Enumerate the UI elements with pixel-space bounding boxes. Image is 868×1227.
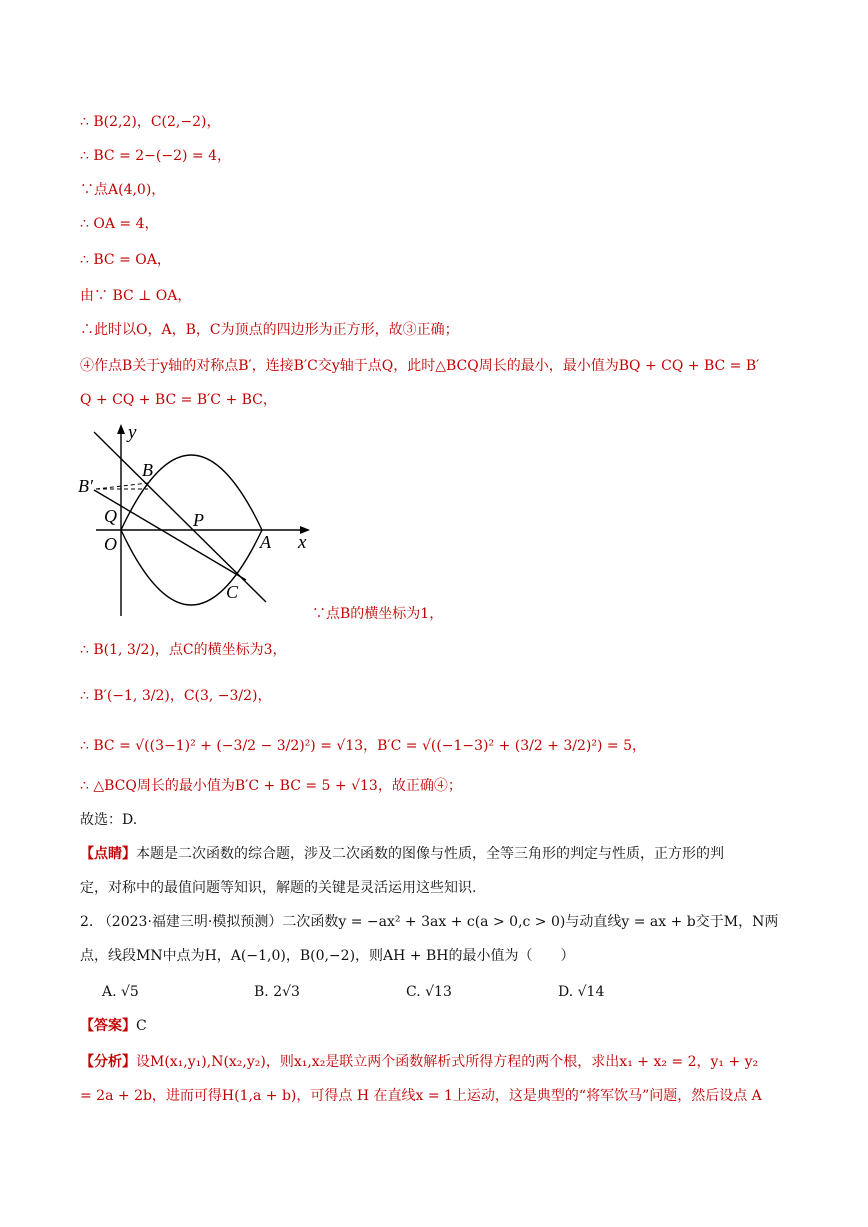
solution-line-8: ④作点B关于y轴的对称点B′，连接B′C交y轴于点Q，此时△BCQ周长的最小，最小值为BQ + CQ + BC = B′ [80, 358, 760, 374]
solution-line-7: ∴此时以O，A，B，C为顶点的四边形为正方形，故③正确； [80, 322, 459, 338]
analysis-tag: 【分析】 [80, 1054, 136, 1070]
label-b-prime: B′ [78, 476, 93, 496]
comment-line-2: 定，对称中的最值问题等知识，解题的关键是灵活运用这些知识. [80, 880, 477, 896]
dashed-b-prime-b-2 [96, 483, 148, 489]
option-d-value: √14 [577, 984, 605, 1000]
option-c [406, 982, 558, 1002]
solution-line-3: ∵点A(4,0)， [80, 182, 166, 198]
option-a-value: √5 [121, 984, 139, 1000]
options-row [102, 982, 710, 1002]
option-b [254, 982, 406, 1002]
solution-line-9: Q + CQ + BC = B′C + BC， [80, 392, 277, 408]
comment-line-1 [80, 844, 724, 864]
solution-line-b-coord: ∴ B(1, 3/2)，点C的横坐标为3， [80, 642, 287, 658]
problem-source: （2023·福建三明·模拟预测） [97, 914, 283, 930]
option-a-label: A. [102, 984, 117, 1000]
problem-2-line-2: 点，线段MN中点为H，A(−1,0)，B(0,−2)，则AH + BH的最小值为（ ） [80, 948, 575, 964]
solution-line-minimum: ∴ △BCQ周长的最小值为B′C + BC = 5 + √13，故正确④； [80, 778, 462, 794]
analysis-text-1: 设M(x₁,y₁),N(x₂,y₂)，则x₁,x₂是联立两个函数解析式所得方程的两个根，求出x₁ + x₂ = 2，y₁ + y₂ [136, 1054, 759, 1070]
answer-tag: 【答案】 [80, 1018, 136, 1034]
option-a [102, 982, 254, 1002]
solution-line-b-prime-c-coord: ∴ B′(−1, 3/2)，C(3, −3/2)， [80, 688, 272, 704]
comment-tag: 【点睛】 [80, 846, 136, 862]
analysis-line-1 [80, 1052, 758, 1072]
label-p: P [193, 510, 204, 530]
solution-line-6: 由∵ BC ⊥ OA， [80, 288, 192, 304]
label-q: Q [104, 506, 117, 526]
option-c-value: √13 [425, 984, 452, 1000]
option-c-label: C. [406, 984, 421, 1000]
solution-line-2: ∴ BC = 2−(−2) = 4， [80, 148, 231, 164]
problem-number: 2. [80, 914, 94, 930]
b-x-coordinate-note: ∵点B的横坐标为1， [312, 606, 444, 622]
label-c: C [226, 582, 239, 602]
comment-text-1: 本题是二次函数的综合题，涉及二次函数的图像与性质，全等三角形的判定与性质，正方形的判 [136, 846, 724, 862]
analysis-line-2: = 2a + 2b，进而可得H(1,a + b)，可得点 H 在直线x = 1上运动，这是典型的“将军饮马”问题，然后设点 A [80, 1088, 762, 1104]
parabola-diagram [76, 420, 316, 620]
answer-choice: 故选：D. [80, 812, 138, 828]
label-b: B [142, 460, 153, 480]
geometry-figure [76, 420, 316, 620]
solution-line-4: ∴ OA = 4， [80, 216, 159, 232]
answer-line [80, 1016, 147, 1036]
label-y: y [128, 422, 137, 443]
problem-2-line-1 [80, 912, 778, 932]
problem-text-1: 二次函数y = −ax² + 3ax + c(a > 0,c > 0)与动直线y = ax + b交于M，N两 [282, 914, 779, 930]
y-axis-arrow [117, 424, 125, 434]
option-d [558, 982, 710, 1002]
lower-parabola [121, 530, 262, 605]
option-d-label: D. [558, 984, 574, 1000]
label-a: A [260, 532, 271, 552]
answer-value: C [136, 1018, 147, 1034]
label-o: O [104, 534, 117, 554]
solution-line-lengths: ∴ BC = √((3−1)² + (−3/2 − 3/2)²) = √13，B′C = √((−1−3)² + (3/2 + 3/2)²) = 5， [80, 738, 646, 754]
option-b-value: 2√3 [273, 984, 300, 1000]
option-b-label: B. [254, 984, 269, 1000]
solution-line-1: ∴ B(2,2)，C(2,−2)， [80, 114, 221, 130]
solution-line-5: ∴ BC = OA， [80, 252, 171, 268]
label-x: x [298, 532, 307, 553]
